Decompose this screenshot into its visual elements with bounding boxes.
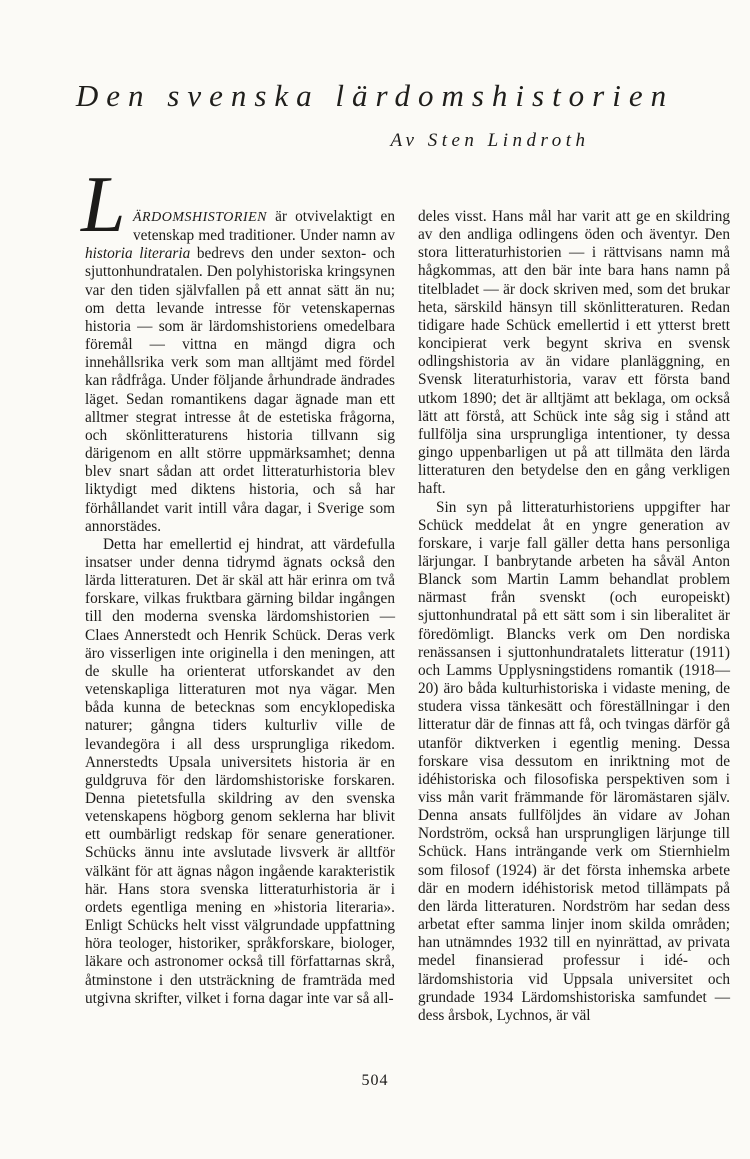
article-author: Av Sten Lindroth <box>390 130 590 151</box>
text-column-right <box>418 208 730 1025</box>
emphasis-text: historia literaria <box>85 245 191 263</box>
text-column-left <box>81 161 395 1008</box>
paragraph <box>81 161 395 536</box>
page-number: 504 <box>361 1072 389 1089</box>
paragraph-text: är otvivelaktigt en vetenskap med traditioner. Under namn av <box>133 208 395 245</box>
drop-cap: L <box>81 161 126 249</box>
article-title: Den svenska lärdomshistorien <box>75 78 675 113</box>
lead-word: ÄRDOMSHISTORIEN <box>133 210 268 225</box>
paragraph: Detta har emellertid ej hindrat, att värdefulla insatser under denna tidrymd ägnats också den lärda litteraturen. Det är skäl att här erinra om två forskare, vilkas fruktbara gärning bildar ingången till den moderna svenska lärdomshistorien — Claes Annerstedt och Henrik Schück. Deras verk äro visserligen inte originella i den meningen, att de skulle ha orienterat utforskandet av den vetenskapliga litteraturen mot nya vägar. Men båda kunna de betecknas som encyklopediska naturer; gångna tiders kulturliv ville de levandegöra i all dess ursprungliga rikedom. Annerstedts Upsala universitets historia är en guldgruva för den lärdomshistoriske forskaren. Denna pietetsfulla skildring av den svenska vetenskapens högborg genom seklerna har blivit ett oumbärligt redskap för senare generationer. Schücks ännu inte avslutade livsverk är alltför välkänt för att ägnas någon ingående karakteristik här. Hans stora svenska litteraturhistoria är i ordets egentliga mening en »historia literaria». Enligt Schücks helt visst välgrundade uppfattning höra teologer, historiker, språkforskare, biologer, läkare och astronomer också till författarnas skrå, åtminstone i den utsträckning de framträda med utgivna skrifter, vilket i forna dagar inte var så all- <box>85 535 395 1007</box>
paragraph-text: bedrevs den under sexton- och sjuttonhundratalen. Den polyhistoriska kringsynen var den tiden självfallen på ett annat sätt än nu; om detta levande intresse för vetenskapernas historia — som är lärdomshistoriens omedelbara föremål — vittna en mängd digra och innehållsrika verk som man alltjämt med fördel kan rådfråga. Under följande århundrade ändrades läget. Sedan romantikens dagar ägnade man ett alltmer stegrat intresse åt de estetiska frågorna, och skönlitteraturens historia tillvann sig därigenom en allt större uppmärksamhet; denna blev snart sådan att ordet litteraturhistoria blev liktydigt med diktens historia, och så har förhållandet varit intill våra dagar, i Sverige som annorstädes. <box>85 245 395 535</box>
paragraph: deles visst. Hans mål har varit att ge en skildring av den andliga odlingens öden och äventyr. Den stora litteraturhistorien — i rättvisans namn må hågkommas, att den bär inte bara hans namn på titelbladet — är dock skriven med, som det brukar heta, särskild hänsyn till skönlitteraturen. Redan tidigare hade Schück emellertid i ett ytterst brett koncipierat verk begynt skriva en svensk odlingshistoria av än vidare planläggning, en Svensk literaturhistoria, varav ett första band utkom 1890; det är alltjämt att beklaga, om också lätt att förstå, att Schück inte såg sig i stånd att fullfölja sina ursprungliga intentioner, ty dessa gingo uppenbarligen ut på att tillmäta den lärda litteraturen den betydelse den en gång verkligen haft. <box>418 208 730 498</box>
paragraph: Sin syn på litteraturhistoriens uppgifter har Schück meddelat åt en yngre generation av forskare, i varje fall gäller detta hans personliga lärjungar. I banbrytande arbeten ha såväl Anton Blanck som Martin Lamm behandlat problem närmast från svenskt (och europeiskt) sjuttonhundratal på ett sätt som i sin liberalitet är föredömligt. Blancks verk om Den nordiska renässansen i sjuttonhundratalets litteratur (1911) och Lamms Upplysningstidens romantik (1918—20) äro båda kulturhistoriska i vidaste mening, de studera vissa tänkesätt och föreställningar i den litteratur där de finnas att få, och tvingas därför gå utanför diktverken i egentlig mening. Dessa forskare visa dessutom en inriktning mot de idéhistoriska och filosofiska perspektiven som i viss mån varit främmande för läromästaren själv. Denna ansats fullföljdes än vidare av Johan Nordström, också han ursprungligen lärjunge till Schück. Hans inträngande verk om Stiernhielm som filosof (1924) är det första inhemska arbete där en modern idéhistorisk metod tillämpats på den lärda litteraturen. Nordström har sedan dess arbetat efter samma linjer inom skilda områden; han utnämndes 1932 till en nyinrättad, av privata medel finansierad professur i idé- och lärdomshistoria vid Uppsala universitet och grundade 1934 Lärdomshistoriska samfundet — dess årsbok, Lychnos, är väl <box>418 498 730 1024</box>
